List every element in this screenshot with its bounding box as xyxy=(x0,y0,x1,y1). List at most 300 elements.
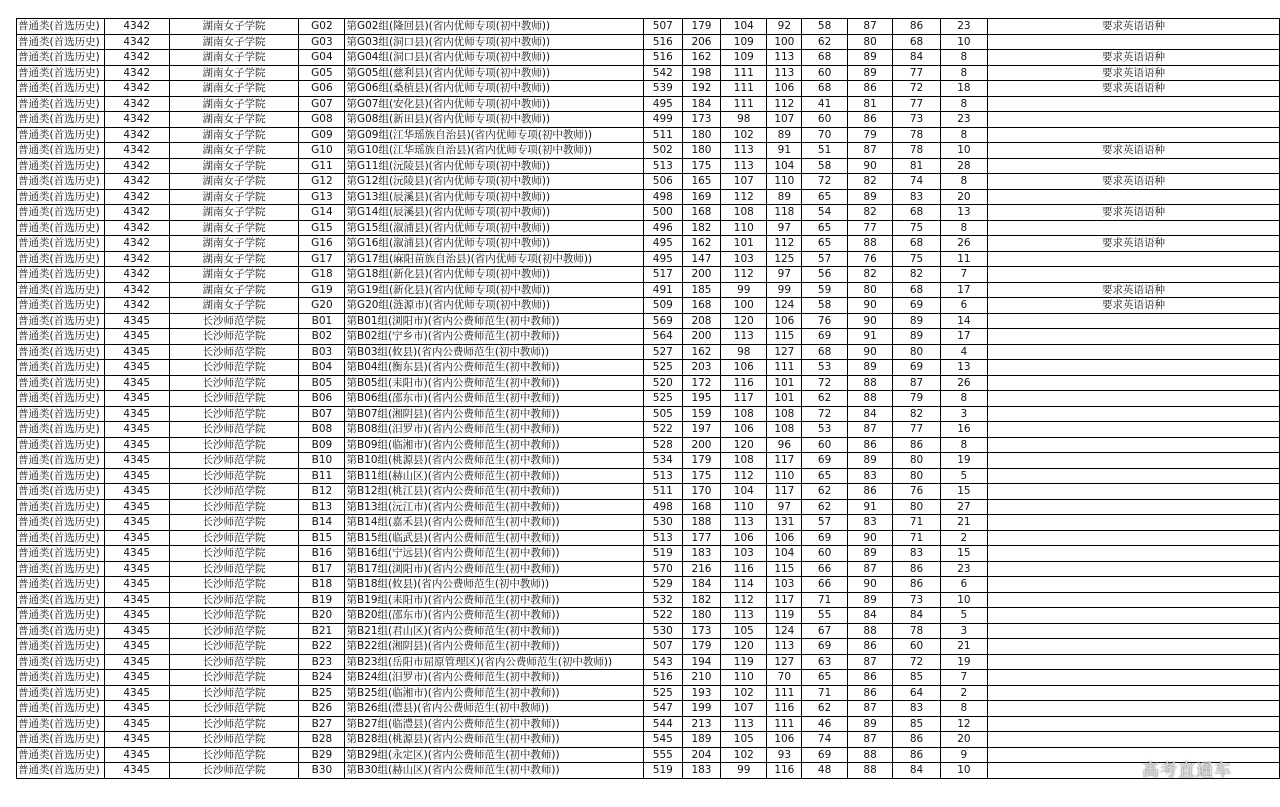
table-row xyxy=(17,453,1280,469)
cell-group-code: G06 xyxy=(299,81,345,97)
cell-subject-score-2: 68 xyxy=(802,50,848,66)
table-row xyxy=(17,437,1280,453)
cell-chinese-score: 200 xyxy=(682,267,721,283)
cell-subject-score-3: 90 xyxy=(847,344,893,360)
cell-group-name: 第B13组(沅江市)(省内公费师范生(初中教师)) xyxy=(345,499,643,515)
cell-category: 普通类(首选历史) xyxy=(17,422,105,438)
cell-note xyxy=(988,732,1280,748)
cell-category: 普通类(首选历史) xyxy=(17,515,105,531)
table-row xyxy=(17,592,1280,608)
cell-subject-score-2: 74 xyxy=(802,732,848,748)
cell-subject-score-3: 88 xyxy=(847,763,893,779)
cell-subject-score-3: 87 xyxy=(847,422,893,438)
cell-math-score: 116 xyxy=(721,375,767,391)
cell-school-code: 4345 xyxy=(104,329,169,345)
table-row xyxy=(17,282,1280,298)
cell-category: 普通类(首选历史) xyxy=(17,623,105,639)
cell-note: 要求英语语种 xyxy=(988,236,1280,252)
cell-subject-score-2: 69 xyxy=(802,329,848,345)
cell-chinese-score: 206 xyxy=(682,34,721,50)
cell-group-code: G02 xyxy=(299,19,345,35)
cell-plan-count: 21 xyxy=(940,515,987,531)
cell-note xyxy=(988,329,1280,345)
cell-school-code: 4345 xyxy=(104,313,169,329)
cell-note: 要求英语语种 xyxy=(988,282,1280,298)
cell-group-code: B19 xyxy=(299,592,345,608)
cell-subject-score-1: 103 xyxy=(767,577,802,593)
cell-subject-score-2: 72 xyxy=(802,174,848,190)
cell-category: 普通类(首选历史) xyxy=(17,112,105,128)
cell-chinese-score: 183 xyxy=(682,763,721,779)
table-row xyxy=(17,236,1280,252)
cell-total-score: 498 xyxy=(643,189,682,205)
cell-subject-score-3: 88 xyxy=(847,391,893,407)
cell-category: 普通类(首选历史) xyxy=(17,189,105,205)
cell-subject-score-1: 106 xyxy=(767,732,802,748)
cell-note xyxy=(988,747,1280,763)
cell-chinese-score: 173 xyxy=(682,623,721,639)
cell-school-code: 4342 xyxy=(104,205,169,221)
cell-total-score: 495 xyxy=(643,251,682,267)
cell-group-name: 第G17组(麻阳苗族自治县)(省内优师专项(初中教师)) xyxy=(345,251,643,267)
cell-school-code: 4345 xyxy=(104,732,169,748)
table-row xyxy=(17,267,1280,283)
cell-subject-score-3: 82 xyxy=(847,174,893,190)
cell-school-code: 4345 xyxy=(104,530,169,546)
cell-group-code: G20 xyxy=(299,298,345,314)
cell-group-code: G14 xyxy=(299,205,345,221)
cell-total-score: 527 xyxy=(643,344,682,360)
cell-note: 要求英语语种 xyxy=(988,205,1280,221)
cell-chinese-score: 170 xyxy=(682,484,721,500)
cell-school-code: 4342 xyxy=(104,298,169,314)
cell-category: 普通类(首选历史) xyxy=(17,236,105,252)
admission-score-table xyxy=(16,18,1280,779)
cell-category: 普通类(首选历史) xyxy=(17,267,105,283)
table-row xyxy=(17,732,1280,748)
cell-group-name: 第G14组(辰溪县)(省内优师专项(初中教师)) xyxy=(345,205,643,221)
cell-subject-score-2: 53 xyxy=(802,422,848,438)
cell-category: 普通类(首选历史) xyxy=(17,50,105,66)
cell-subject-score-1: 115 xyxy=(767,561,802,577)
cell-plan-count: 23 xyxy=(940,561,987,577)
cell-category: 普通类(首选历史) xyxy=(17,298,105,314)
cell-subject-score-1: 116 xyxy=(767,763,802,779)
cell-subject-score-4: 80 xyxy=(893,499,940,515)
cell-group-name: 第B08组(汨罗市)(省内公费师范生(初中教师)) xyxy=(345,422,643,438)
cell-category: 普通类(首选历史) xyxy=(17,468,105,484)
table-row xyxy=(17,220,1280,236)
table-row xyxy=(17,50,1280,66)
cell-chinese-score: 182 xyxy=(682,592,721,608)
cell-group-code: B26 xyxy=(299,701,345,717)
cell-school-code: 4342 xyxy=(104,127,169,143)
cell-subject-score-1: 104 xyxy=(767,158,802,174)
cell-school-name: 湖南女子学院 xyxy=(169,189,299,205)
cell-subject-score-1: 97 xyxy=(767,220,802,236)
cell-school-code: 4342 xyxy=(104,236,169,252)
cell-plan-count: 10 xyxy=(940,592,987,608)
cell-group-code: G16 xyxy=(299,236,345,252)
cell-subject-score-2: 59 xyxy=(802,282,848,298)
cell-plan-count: 2 xyxy=(940,530,987,546)
cell-group-code: B12 xyxy=(299,484,345,500)
cell-school-name: 长沙师范学院 xyxy=(169,654,299,670)
cell-group-name: 第B23组(岳阳市屈原管理区)(省内公费师范生(初中教师)) xyxy=(345,654,643,670)
cell-subject-score-2: 66 xyxy=(802,577,848,593)
cell-subject-score-3: 88 xyxy=(847,623,893,639)
cell-subject-score-4: 86 xyxy=(893,561,940,577)
cell-total-score: 570 xyxy=(643,561,682,577)
cell-subject-score-1: 108 xyxy=(767,406,802,422)
cell-subject-score-2: 66 xyxy=(802,561,848,577)
cell-subject-score-1: 115 xyxy=(767,329,802,345)
table-row xyxy=(17,127,1280,143)
cell-category: 普通类(首选历史) xyxy=(17,313,105,329)
cell-subject-score-3: 86 xyxy=(847,112,893,128)
cell-plan-count: 26 xyxy=(940,375,987,391)
cell-subject-score-2: 48 xyxy=(802,763,848,779)
cell-math-score: 108 xyxy=(721,205,767,221)
cell-subject-score-2: 68 xyxy=(802,81,848,97)
cell-subject-score-1: 111 xyxy=(767,360,802,376)
cell-school-code: 4345 xyxy=(104,499,169,515)
cell-chinese-score: 198 xyxy=(682,65,721,81)
cell-total-score: 522 xyxy=(643,422,682,438)
cell-group-code: G15 xyxy=(299,220,345,236)
table-row xyxy=(17,391,1280,407)
cell-subject-score-4: 77 xyxy=(893,65,940,81)
cell-group-name: 第B04组(衡东县)(省内公费师范生(初中教师)) xyxy=(345,360,643,376)
cell-subject-score-2: 70 xyxy=(802,127,848,143)
cell-subject-score-3: 89 xyxy=(847,453,893,469)
cell-chinese-score: 168 xyxy=(682,298,721,314)
cell-subject-score-1: 99 xyxy=(767,282,802,298)
cell-subject-score-2: 69 xyxy=(802,530,848,546)
cell-school-name: 湖南女子学院 xyxy=(169,220,299,236)
cell-subject-score-3: 89 xyxy=(847,592,893,608)
cell-note: 要求英语语种 xyxy=(988,65,1280,81)
cell-school-name: 长沙师范学院 xyxy=(169,639,299,655)
cell-subject-score-4: 84 xyxy=(893,608,940,624)
cell-group-name: 第G07组(安化县)(省内优师专项(初中教师)) xyxy=(345,96,643,112)
cell-math-score: 113 xyxy=(721,158,767,174)
cell-subject-score-3: 83 xyxy=(847,515,893,531)
cell-group-name: 第G13组(辰溪县)(省内优师专项(初中教师)) xyxy=(345,189,643,205)
cell-total-score: 534 xyxy=(643,453,682,469)
cell-subject-score-4: 86 xyxy=(893,437,940,453)
cell-subject-score-3: 90 xyxy=(847,313,893,329)
cell-subject-score-3: 88 xyxy=(847,747,893,763)
table-row xyxy=(17,747,1280,763)
cell-subject-score-2: 54 xyxy=(802,205,848,221)
cell-note xyxy=(988,468,1280,484)
cell-subject-score-1: 106 xyxy=(767,313,802,329)
table-row xyxy=(17,158,1280,174)
table-row xyxy=(17,670,1280,686)
cell-math-score: 110 xyxy=(721,220,767,236)
cell-group-code: B17 xyxy=(299,561,345,577)
cell-subject-score-4: 87 xyxy=(893,375,940,391)
cell-note xyxy=(988,220,1280,236)
cell-chinese-score: 194 xyxy=(682,654,721,670)
cell-school-code: 4342 xyxy=(104,65,169,81)
cell-subject-score-2: 60 xyxy=(802,65,848,81)
cell-group-name: 第B18组(攸县)(省内公费师范生(初中教师)) xyxy=(345,577,643,593)
cell-school-name: 湖南女子学院 xyxy=(169,65,299,81)
cell-subject-score-2: 53 xyxy=(802,360,848,376)
cell-subject-score-4: 68 xyxy=(893,34,940,50)
table-row xyxy=(17,546,1280,562)
cell-total-score: 511 xyxy=(643,484,682,500)
cell-subject-score-1: 108 xyxy=(767,422,802,438)
cell-subject-score-3: 89 xyxy=(847,50,893,66)
cell-subject-score-4: 68 xyxy=(893,205,940,221)
cell-subject-score-4: 80 xyxy=(893,344,940,360)
cell-subject-score-1: 97 xyxy=(767,499,802,515)
cell-category: 普通类(首选历史) xyxy=(17,344,105,360)
cell-subject-score-3: 87 xyxy=(847,654,893,670)
cell-subject-score-2: 62 xyxy=(802,484,848,500)
cell-math-score: 99 xyxy=(721,763,767,779)
watermark-text: 高考直通车 xyxy=(1142,761,1232,781)
cell-chinese-score: 173 xyxy=(682,112,721,128)
cell-note xyxy=(988,453,1280,469)
cell-group-code: B04 xyxy=(299,360,345,376)
cell-subject-score-3: 91 xyxy=(847,329,893,345)
cell-math-score: 100 xyxy=(721,298,767,314)
cell-school-code: 4345 xyxy=(104,701,169,717)
cell-school-name: 长沙师范学院 xyxy=(169,716,299,732)
cell-total-score: 507 xyxy=(643,19,682,35)
cell-subject-score-2: 62 xyxy=(802,499,848,515)
cell-subject-score-2: 58 xyxy=(802,19,848,35)
cell-subject-score-3: 87 xyxy=(847,732,893,748)
cell-note: 要求英语语种 xyxy=(988,174,1280,190)
cell-note xyxy=(988,406,1280,422)
cell-total-score: 495 xyxy=(643,236,682,252)
cell-subject-score-4: 68 xyxy=(893,282,940,298)
cell-subject-score-2: 56 xyxy=(802,267,848,283)
cell-math-score: 108 xyxy=(721,406,767,422)
cell-note xyxy=(988,592,1280,608)
cell-chinese-score: 180 xyxy=(682,608,721,624)
cell-plan-count: 4 xyxy=(940,344,987,360)
cell-plan-count: 6 xyxy=(940,577,987,593)
cell-subject-score-3: 90 xyxy=(847,577,893,593)
cell-category: 普通类(首选历史) xyxy=(17,406,105,422)
cell-total-score: 530 xyxy=(643,515,682,531)
cell-plan-count: 21 xyxy=(940,639,987,655)
cell-chinese-score: 213 xyxy=(682,716,721,732)
cell-group-name: 第B12组(桃江县)(省内公费师范生(初中教师)) xyxy=(345,484,643,500)
cell-school-name: 湖南女子学院 xyxy=(169,174,299,190)
cell-total-score: 542 xyxy=(643,65,682,81)
cell-school-name: 长沙师范学院 xyxy=(169,329,299,345)
cell-math-score: 103 xyxy=(721,251,767,267)
cell-plan-count: 23 xyxy=(940,112,987,128)
cell-subject-score-2: 65 xyxy=(802,468,848,484)
cell-subject-score-4: 82 xyxy=(893,406,940,422)
cell-plan-count: 15 xyxy=(940,546,987,562)
cell-subject-score-1: 111 xyxy=(767,716,802,732)
cell-group-code: G13 xyxy=(299,189,345,205)
cell-math-score: 99 xyxy=(721,282,767,298)
cell-subject-score-4: 77 xyxy=(893,96,940,112)
cell-subject-score-1: 93 xyxy=(767,747,802,763)
cell-category: 普通类(首选历史) xyxy=(17,639,105,655)
cell-subject-score-3: 80 xyxy=(847,282,893,298)
cell-chinese-score: 203 xyxy=(682,360,721,376)
cell-group-code: B21 xyxy=(299,623,345,639)
cell-subject-score-4: 69 xyxy=(893,298,940,314)
table-row xyxy=(17,313,1280,329)
cell-category: 普通类(首选历史) xyxy=(17,546,105,562)
cell-subject-score-4: 71 xyxy=(893,530,940,546)
table-row xyxy=(17,174,1280,190)
cell-total-score: 516 xyxy=(643,34,682,50)
cell-school-name: 湖南女子学院 xyxy=(169,96,299,112)
cell-category: 普通类(首选历史) xyxy=(17,282,105,298)
cell-category: 普通类(首选历史) xyxy=(17,158,105,174)
cell-subject-score-4: 73 xyxy=(893,592,940,608)
cell-note xyxy=(988,344,1280,360)
cell-group-code: B29 xyxy=(299,747,345,763)
cell-school-code: 4345 xyxy=(104,344,169,360)
cell-total-score: 500 xyxy=(643,205,682,221)
cell-subject-score-2: 62 xyxy=(802,391,848,407)
cell-plan-count: 13 xyxy=(940,360,987,376)
cell-total-score: 513 xyxy=(643,530,682,546)
cell-chinese-score: 177 xyxy=(682,530,721,546)
cell-school-code: 4342 xyxy=(104,34,169,50)
cell-subject-score-3: 76 xyxy=(847,251,893,267)
cell-note xyxy=(988,437,1280,453)
table-body xyxy=(17,19,1280,779)
cell-note xyxy=(988,34,1280,50)
cell-subject-score-3: 88 xyxy=(847,236,893,252)
cell-note xyxy=(988,639,1280,655)
cell-plan-count: 10 xyxy=(940,143,987,159)
cell-subject-score-2: 60 xyxy=(802,437,848,453)
cell-subject-score-3: 89 xyxy=(847,65,893,81)
cell-subject-score-4: 81 xyxy=(893,158,940,174)
cell-group-name: 第B16组(宁远县)(省内公费师范生(初中教师)) xyxy=(345,546,643,562)
cell-total-score: 522 xyxy=(643,608,682,624)
cell-school-name: 长沙师范学院 xyxy=(169,468,299,484)
cell-category: 普通类(首选历史) xyxy=(17,220,105,236)
cell-category: 普通类(首选历史) xyxy=(17,360,105,376)
cell-group-code: B22 xyxy=(299,639,345,655)
cell-school-code: 4342 xyxy=(104,282,169,298)
cell-subject-score-1: 118 xyxy=(767,205,802,221)
cell-school-name: 湖南女子学院 xyxy=(169,267,299,283)
cell-group-code: B05 xyxy=(299,375,345,391)
cell-subject-score-2: 65 xyxy=(802,236,848,252)
table-row xyxy=(17,468,1280,484)
cell-total-score: 516 xyxy=(643,670,682,686)
cell-group-code: G19 xyxy=(299,282,345,298)
cell-math-score: 98 xyxy=(721,112,767,128)
cell-group-name: 第G18组(新化县)(省内优师专项(初中教师)) xyxy=(345,267,643,283)
cell-school-code: 4345 xyxy=(104,592,169,608)
cell-group-name: 第G04组(洞口县)(省内优师专项(初中教师)) xyxy=(345,50,643,66)
cell-school-code: 4345 xyxy=(104,561,169,577)
cell-group-code: G03 xyxy=(299,34,345,50)
cell-chinese-score: 208 xyxy=(682,313,721,329)
cell-chinese-score: 169 xyxy=(682,189,721,205)
cell-math-score: 108 xyxy=(721,453,767,469)
cell-subject-score-4: 80 xyxy=(893,468,940,484)
table-row xyxy=(17,685,1280,701)
cell-chinese-score: 185 xyxy=(682,282,721,298)
cell-note xyxy=(988,654,1280,670)
cell-subject-score-4: 84 xyxy=(893,763,940,779)
cell-subject-score-1: 113 xyxy=(767,639,802,655)
cell-school-name: 长沙师范学院 xyxy=(169,313,299,329)
cell-group-code: B10 xyxy=(299,453,345,469)
cell-note xyxy=(988,484,1280,500)
cell-subject-score-4: 83 xyxy=(893,189,940,205)
cell-subject-score-3: 79 xyxy=(847,127,893,143)
cell-total-score: 517 xyxy=(643,267,682,283)
cell-subject-score-4: 86 xyxy=(893,747,940,763)
cell-plan-count: 17 xyxy=(940,282,987,298)
cell-group-code: B06 xyxy=(299,391,345,407)
cell-subject-score-1: 92 xyxy=(767,19,802,35)
cell-group-code: G18 xyxy=(299,267,345,283)
table-row xyxy=(17,65,1280,81)
cell-group-code: G17 xyxy=(299,251,345,267)
cell-subject-score-2: 67 xyxy=(802,623,848,639)
cell-note xyxy=(988,375,1280,391)
cell-school-code: 4342 xyxy=(104,220,169,236)
cell-subject-score-3: 81 xyxy=(847,96,893,112)
cell-plan-count: 10 xyxy=(940,34,987,50)
cell-total-score: 495 xyxy=(643,96,682,112)
cell-group-code: B27 xyxy=(299,716,345,732)
cell-chinese-score: 175 xyxy=(682,158,721,174)
cell-math-score: 104 xyxy=(721,484,767,500)
table-row xyxy=(17,189,1280,205)
cell-plan-count: 14 xyxy=(940,313,987,329)
cell-plan-count: 8 xyxy=(940,220,987,236)
cell-chinese-score: 168 xyxy=(682,499,721,515)
cell-chinese-score: 162 xyxy=(682,236,721,252)
table-row xyxy=(17,375,1280,391)
cell-math-score: 106 xyxy=(721,530,767,546)
cell-plan-count: 20 xyxy=(940,732,987,748)
cell-school-code: 4345 xyxy=(104,546,169,562)
table-row xyxy=(17,530,1280,546)
cell-math-score: 102 xyxy=(721,127,767,143)
cell-group-code: G10 xyxy=(299,143,345,159)
cell-subject-score-1: 117 xyxy=(767,592,802,608)
cell-subject-score-2: 71 xyxy=(802,592,848,608)
cell-math-score: 113 xyxy=(721,329,767,345)
cell-math-score: 112 xyxy=(721,592,767,608)
cell-chinese-score: 195 xyxy=(682,391,721,407)
cell-category: 普通类(首选历史) xyxy=(17,19,105,35)
cell-group-code: B08 xyxy=(299,422,345,438)
cell-note xyxy=(988,391,1280,407)
cell-subject-score-4: 85 xyxy=(893,716,940,732)
cell-chinese-score: 200 xyxy=(682,329,721,345)
cell-math-score: 111 xyxy=(721,96,767,112)
cell-total-score: 525 xyxy=(643,685,682,701)
cell-group-name: 第B05组(耒阳市)(省内公费师范生(初中教师)) xyxy=(345,375,643,391)
cell-category: 普通类(首选历史) xyxy=(17,577,105,593)
